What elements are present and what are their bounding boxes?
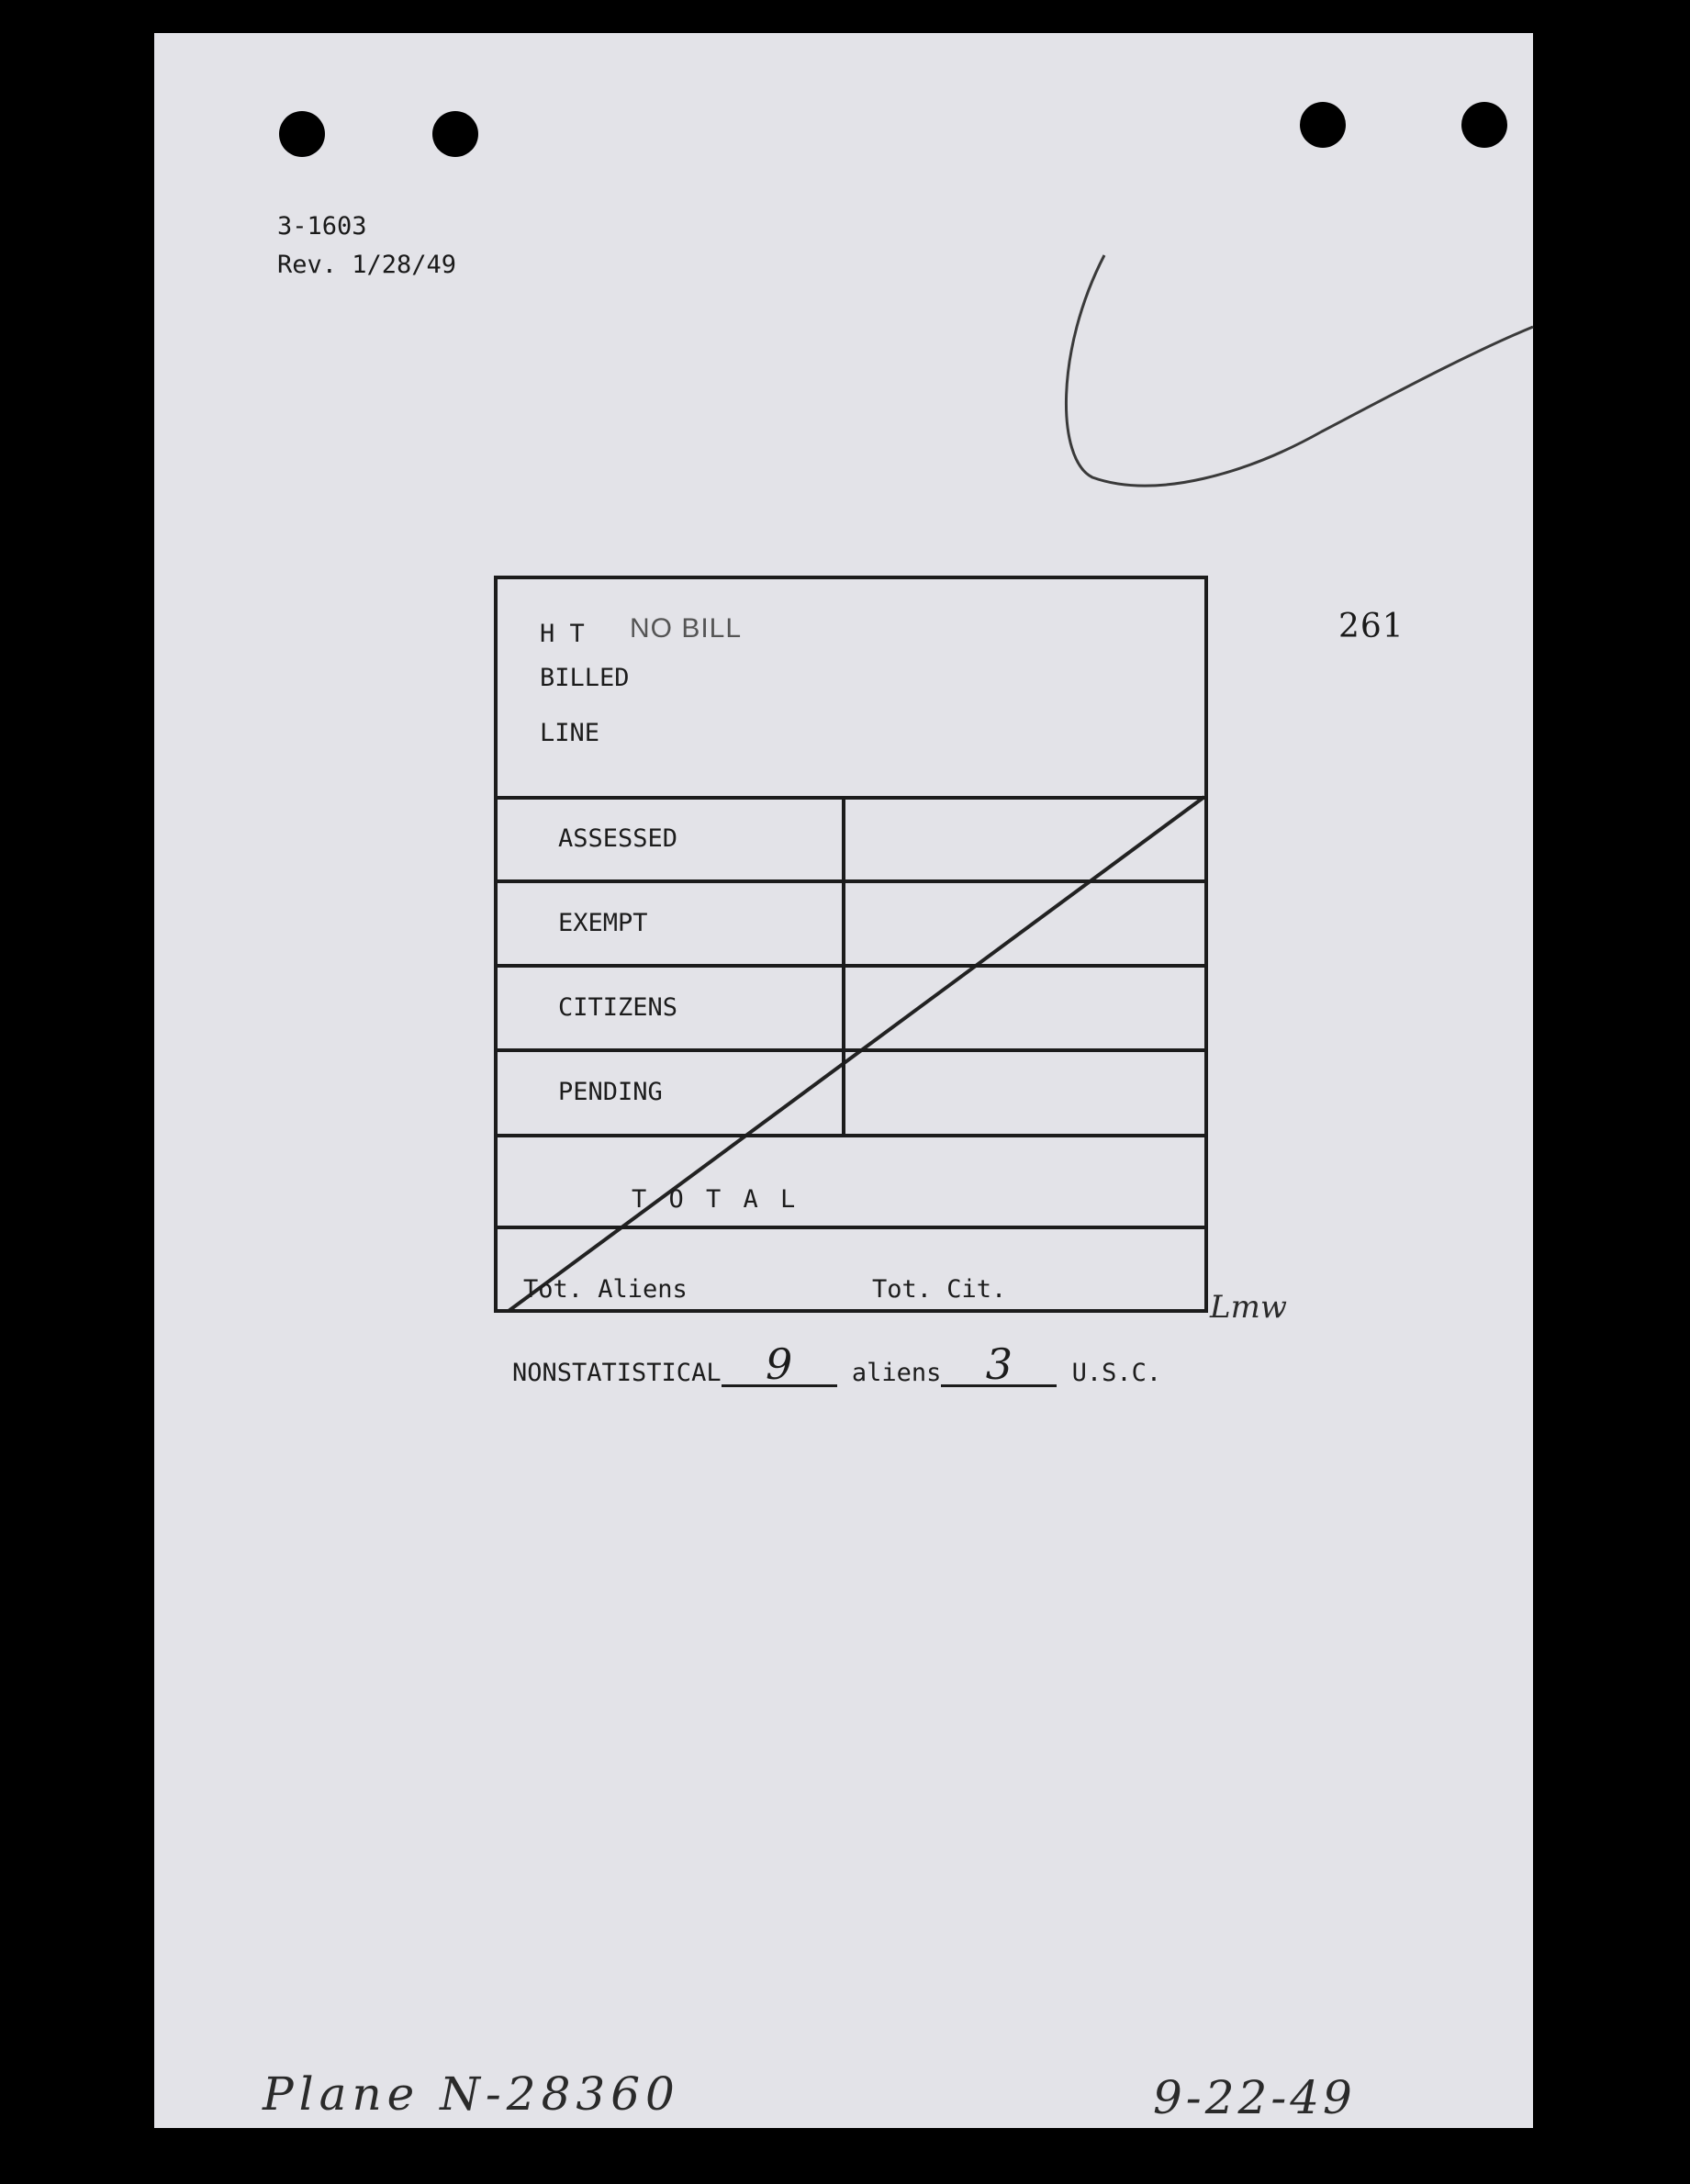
tally-form (494, 576, 1208, 1313)
aliens-label: aliens (851, 1359, 942, 1387)
page-number: 261 (1338, 608, 1405, 645)
usc-label: U.S.C. (1071, 1359, 1162, 1387)
form-divider (498, 964, 1204, 968)
handwritten-plane-number: Plane N-28360 (263, 2067, 680, 2121)
nonstatistical-label: NONSTATISTICAL (512, 1359, 722, 1387)
row-label-assessed: ASSESSED (558, 824, 678, 853)
form-line-ht: H T (540, 620, 585, 648)
row-label-citizens: CITIZENS (558, 993, 678, 1022)
form-column-divider (842, 796, 845, 1137)
nonstatistical-line (512, 1339, 1162, 1389)
no-bill-stamp: NO BILL (630, 613, 743, 644)
form-divider (498, 879, 1204, 883)
row-label-pending: PENDING (558, 1078, 663, 1106)
form-divider (498, 1134, 1204, 1137)
form-divider (498, 1048, 1204, 1052)
tot-cit-label: Tot. Cit. (872, 1275, 1007, 1304)
form-code-block (277, 207, 456, 285)
total-label: T O T A L (632, 1185, 800, 1214)
form-code: 3-1603 (277, 212, 367, 241)
usc-count: 3 (941, 1344, 1057, 1387)
row-label-exempt: EXEMPT (558, 909, 648, 937)
form-divider (498, 1226, 1204, 1229)
form-line-billed: BILLED (540, 664, 630, 692)
handwritten-initials: Lmw (1210, 1289, 1287, 1326)
form-line-line: LINE (540, 719, 600, 747)
aliens-count: 9 (722, 1344, 837, 1387)
revision-date: Rev. 1/28/49 (277, 251, 457, 279)
form-divider (498, 796, 1204, 800)
handwritten-date: 9-22-49 (1153, 2071, 1356, 2124)
tot-aliens-label: Tot. Aliens (523, 1275, 688, 1304)
